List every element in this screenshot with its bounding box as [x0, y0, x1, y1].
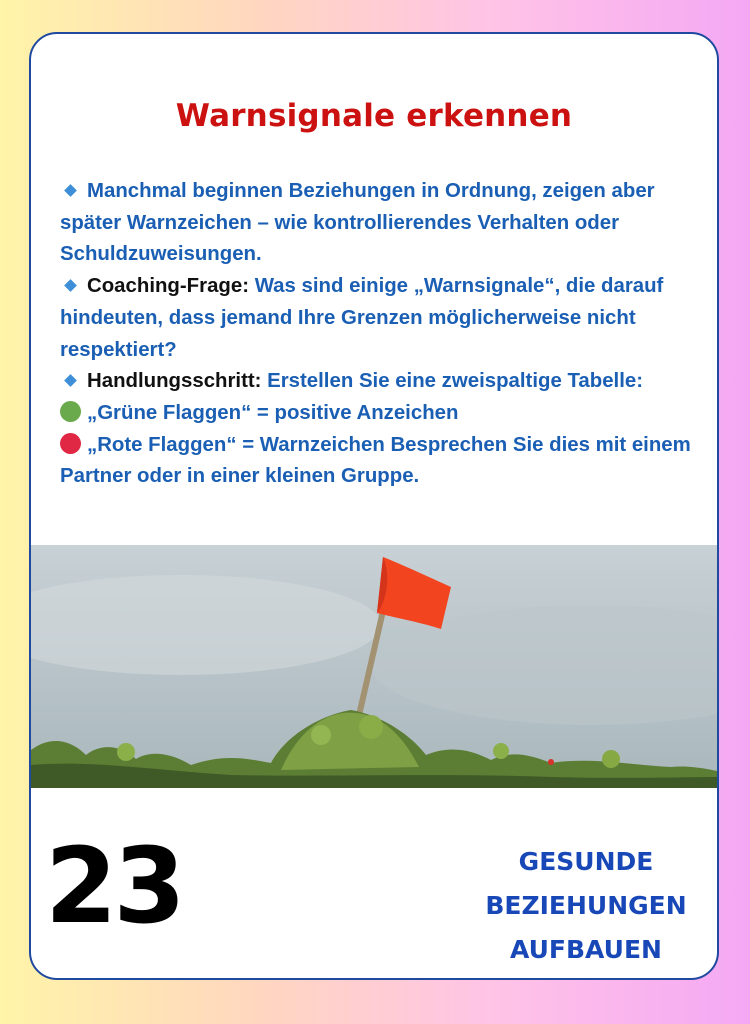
action-label: Handlungsschritt: [87, 370, 262, 393]
coaching-text: Was sind einige „Warnsignale“, die darauf hindeuten, dass jemand Ihre Grenzen möglicherweise nicht respektiert? [60, 275, 664, 361]
red-flags-line [60, 430, 697, 493]
red-flags-text: „Rote Flaggen“ = Warnzeichen Besprechen Sie dies mit einem Partner oder in einer kleinen Gruppe. [60, 433, 691, 488]
card-title: Warnsignale erkennen [175, 98, 573, 134]
red-circle-icon [60, 433, 81, 454]
action-text: Erstellen Sie eine zweispaltige Tabelle: [267, 370, 643, 393]
intro-paragraph [60, 176, 697, 271]
brand-line-1: GESUNDE [518, 847, 654, 876]
action-paragraph [60, 366, 697, 398]
red-flag-icon [377, 557, 451, 629]
brand-line-2: BEZIEHUNGEN [485, 891, 687, 920]
coaching-paragraph [60, 271, 697, 366]
brand-text [461, 840, 711, 972]
diamond-icon [64, 184, 77, 197]
red-flag-photo [31, 545, 717, 788]
intro-text: Manchmal beginnen Beziehungen in Ordnung, zeigen aber später Warnzeichen – wie kontrollierendes Verhalten oder Schuldzuweisungen. [60, 180, 655, 266]
diamond-icon [64, 374, 77, 387]
red-flag-illustration [31, 545, 717, 788]
brand-line-3: AUFBAUEN [510, 935, 662, 964]
card-body [60, 176, 697, 493]
diamond-icon [64, 279, 77, 292]
coaching-label: Coaching-Frage: [87, 275, 250, 298]
card [29, 32, 719, 980]
green-circle-icon [60, 401, 81, 422]
green-flags-text: „Grüne Flaggen“ = positive Anzeichen [87, 401, 459, 424]
card-number: 23 [45, 825, 182, 947]
green-flags-line [60, 398, 697, 430]
